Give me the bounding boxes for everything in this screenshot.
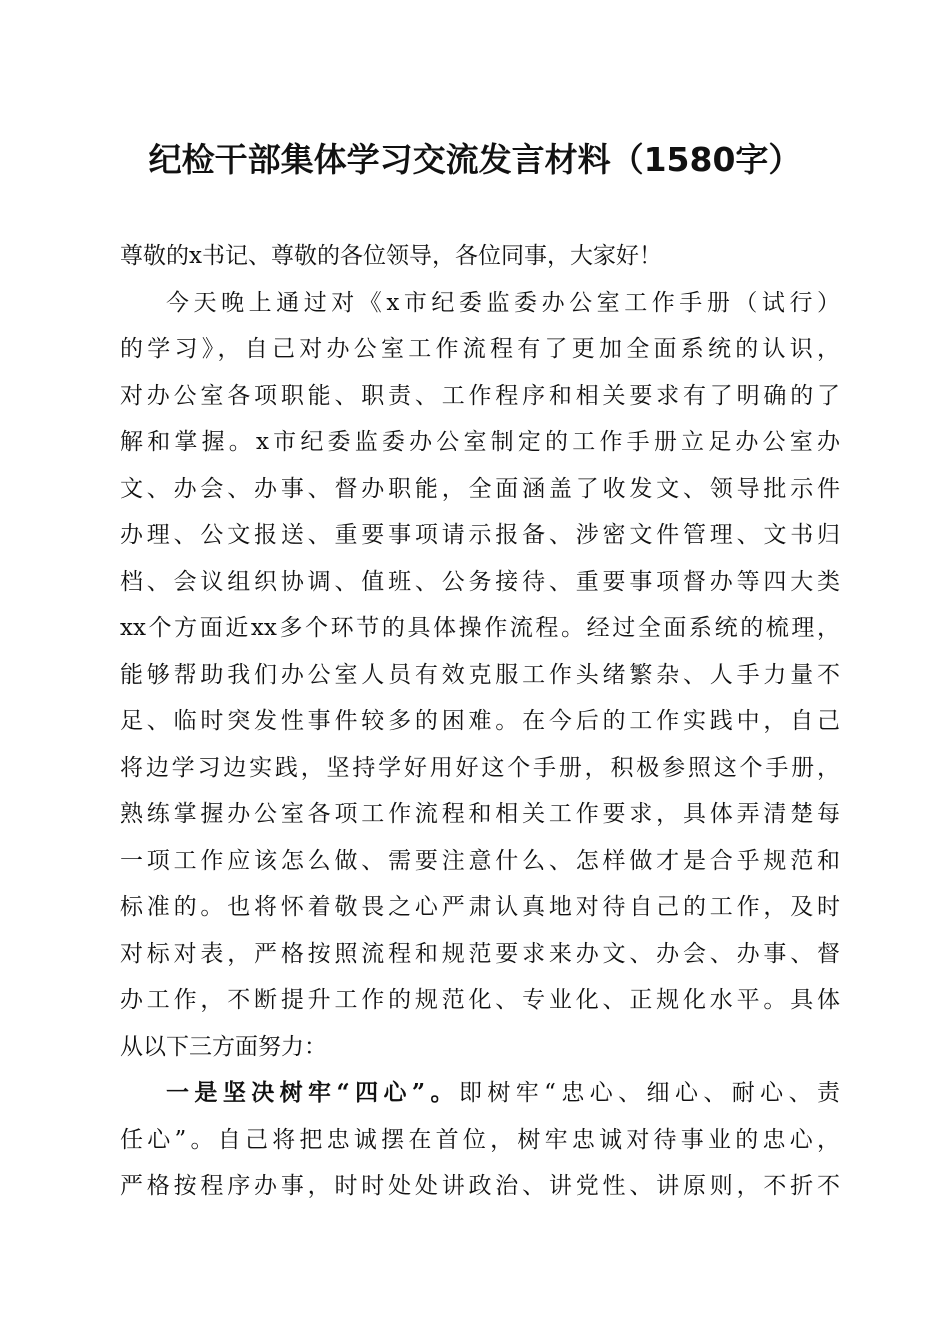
paragraph-line: 从以下三方面努力： <box>120 1033 327 1060</box>
paragraph-line: 对标对表，严格按照流程和规范要求来办文、办会、办事、督 <box>120 940 840 967</box>
paragraph-line: 将边学习边实践，坚持学好用好这个手册，积极参照这个手册， <box>120 754 840 781</box>
paragraph-line: 熟练掌握办公室各项工作流程和相关工作要求，具体弄清楚每 <box>120 801 840 827</box>
document-body <box>120 233 840 1210</box>
paragraph-line: 办工作，不断提升工作的规范化、专业化、正规化水平。具体 <box>120 987 840 1013</box>
section-one-text: 即树牢“忠心、细心、耐心、责 <box>458 1080 840 1106</box>
paragraph-line: 解和掌握。x市纪委监委办公室制定的工作手册立足办公室办 <box>120 429 840 455</box>
paragraph-line: 的学习》，自己对办公室工作流程有了更加全面系统的认识， <box>120 336 840 362</box>
paragraph-line: 任心”。自己将把忠诚摆在首位，树牢忠诚对待事业的忠心， <box>120 1126 840 1153</box>
paragraph-line: 对办公室各项职能、职责、工作程序和相关要求有了明确的了 <box>120 382 840 409</box>
paragraph-line: 今天晚上通过对《x市纪委监委办公室工作手册（试行） <box>166 289 840 316</box>
section-one-heading: 一是坚决树牢“四心”。 <box>166 1079 459 1106</box>
paragraph-line: 足、临时突发性事件较多的困难。在今后的工作实践中，自己 <box>120 708 840 734</box>
paragraph-line: 严格按程序办事，时时处处讲政治、讲党性、讲原则，不折不 <box>120 1173 840 1199</box>
paragraph-line: 文、办会、办事、督办职能，全面涵盖了收发文、领导批示件 <box>120 475 840 502</box>
paragraph-line: 档、会议组织协调、值班、公务接待、重要事项督办等四大类 <box>120 568 840 595</box>
greeting-line: 尊敬的x书记、尊敬的各位领导，各位同事，大家好！ <box>120 243 662 269</box>
paragraph-line: 一项工作应该怎么做、需要注意什么、怎样做才是合乎规范和 <box>120 847 840 874</box>
paragraph-line: 办理、公文报送、重要事项请示报备、涉密文件管理、文书归 <box>120 522 840 548</box>
paragraph-line: xx个方面近xx多个环节的具体操作流程。经过全面系统的梳理， <box>120 615 840 641</box>
section-one-first-line <box>120 1070 840 1117</box>
paragraph-line: 标准的。也将怀着敬畏之心严肃认真地对待自己的工作，及时 <box>120 894 840 920</box>
document-title: 纪检干部集体学习交流发言材料（1580字） <box>148 140 802 179</box>
paragraph-line: 能够帮助我们办公室人员有效克服工作头绪繁杂、人手力量不 <box>120 661 840 688</box>
